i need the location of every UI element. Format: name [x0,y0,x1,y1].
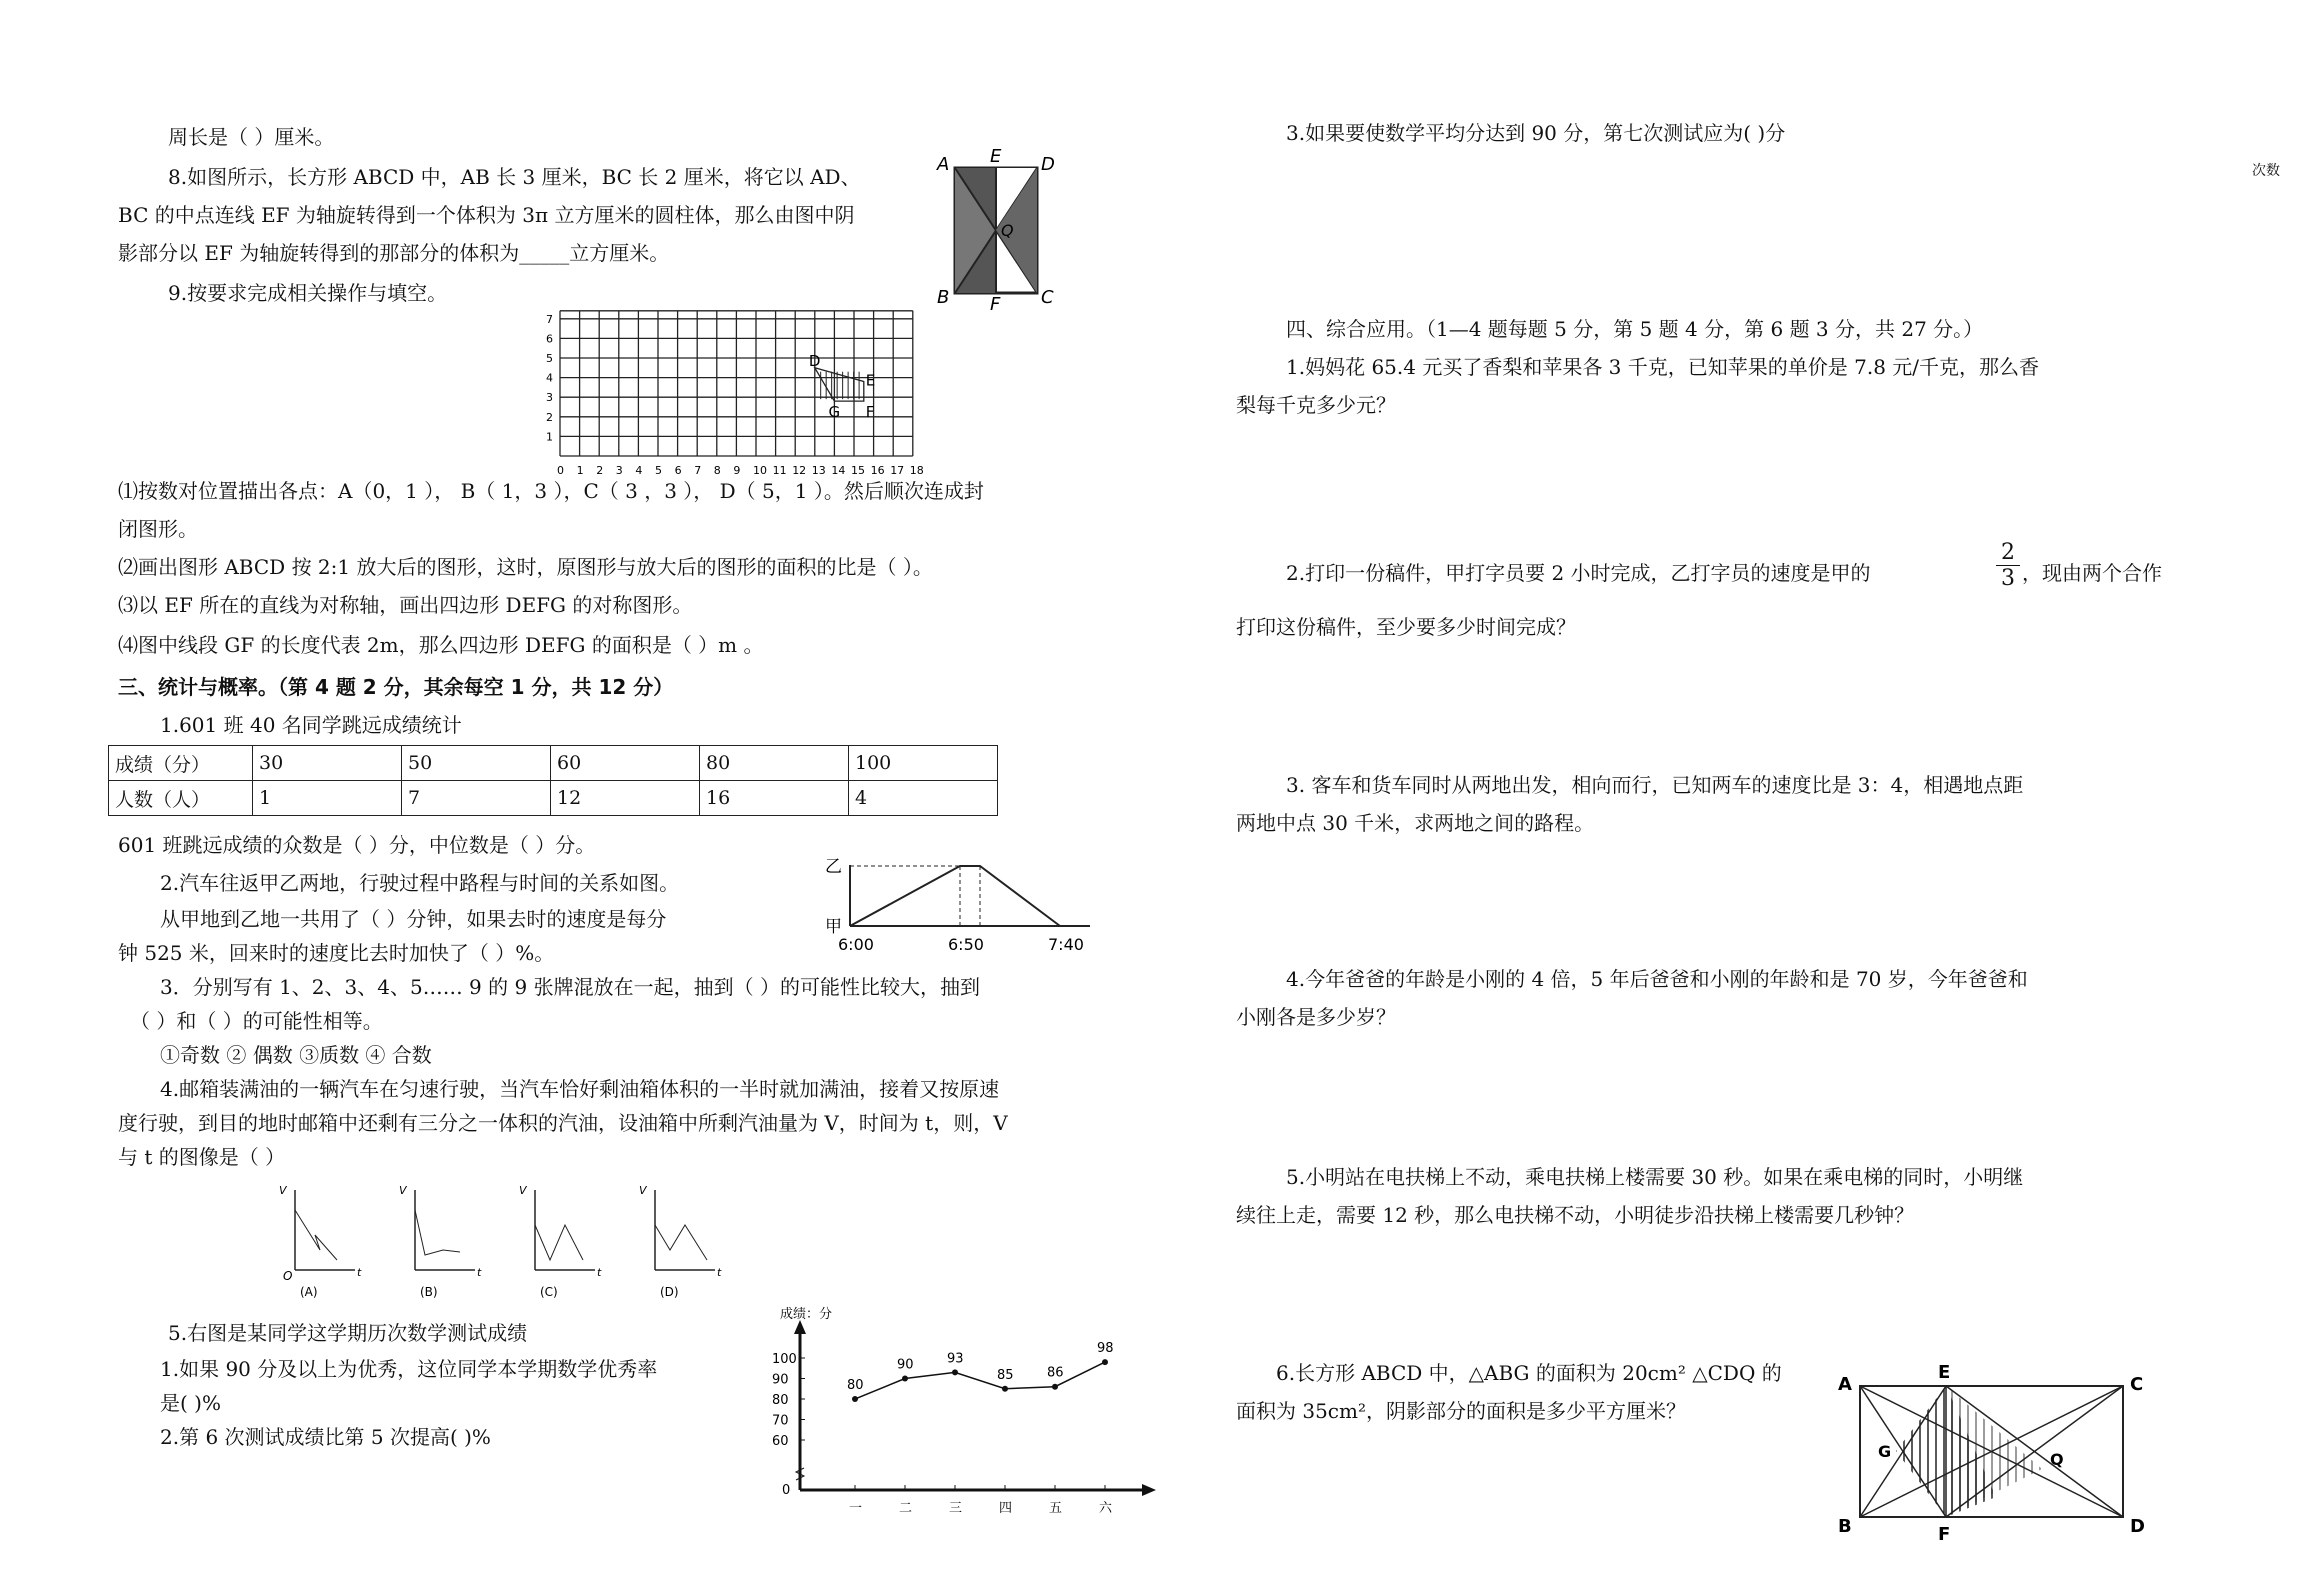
grid-x-tick: 14 [831,464,846,477]
grid-x-tick: 10 [753,464,767,477]
vt-graph-b [399,1184,482,1299]
label-D: D [1041,154,1055,175]
table-cell: 60 [551,746,700,781]
y-tick: 80 [772,1393,789,1408]
table-cell: 80 [700,746,849,781]
cards-line1: 3．分别写有 1、2、3、4、5…… 9 的 9 张牌混放在一起，抽到（ ）的可能性比较大，抽到 [160,975,980,999]
score-line-chart [760,1307,1180,1516]
score-data-label: 93 [947,1351,964,1367]
y-tick: 60 [772,1434,789,1449]
scores-q2: 2.第 6 次测试成绩比第 5 次提高( )% [160,1425,491,1449]
vt-graph-d [639,1184,722,1299]
trip-graph [820,850,1100,960]
option-a-label: (A) [300,1285,318,1299]
section-3-heading: 三、统计与概率。（第 4 题 2 分，其余每空 1 分，共 12 分） [118,675,674,699]
point-f: F [865,402,875,421]
vt-graph-a [279,1184,362,1299]
score-data-label: 86 [1047,1365,1064,1381]
table-cell: 50 [402,746,551,781]
q8-line1: 8.如图所示，长方形 ABCD 中，AB 长 3 厘米，BC 长 2 厘米，将它以 AD、 [168,165,861,189]
fuel-line2: 度行驶，到目的地时邮箱中还剩有三分之一体积的汽油，设油箱中所剩汽油量为 V，时间为 t，则，V [118,1111,1008,1135]
grid-y-tick: 5 [546,352,553,365]
stats-caption: 1.601 班 40 名同学跳远成绩统计 [160,713,462,737]
grid-x-tick: 13 [811,464,826,477]
step2-line: ⑵画出图形 ABCD 按 2:1 放大后的图形，这时，原图形与放大后的图形的面积的比是（ ）。 [118,555,933,579]
t-axis-label: t [357,1266,362,1279]
jia-label: 甲 [825,917,842,937]
time-mid: 6:50 [948,935,984,954]
grid-x-tick: 4 [635,464,643,477]
q6-rectangle-figure [1830,1360,2150,1550]
label-A: A [1838,1374,1852,1395]
score-data-label: 85 [997,1367,1014,1383]
label-F: F [990,294,1001,315]
app3-line2: 两地中点 30 千米，求两地之间的路程。 [1236,811,1595,835]
grid-x-tick: 15 [851,464,865,477]
table-cell: 7 [402,781,551,816]
average-question: 3.如果要使数学平均分达到 90 分，第七次测试应为( )分 [1286,121,1786,145]
fraction-numerator: 2 [2001,540,2015,565]
grid-y-tick: 1 [546,430,553,444]
score-point [1102,1359,1108,1365]
time-start: 6:00 [838,935,874,954]
app5-line2: 续往上走，需要 12 秒，那么电扶梯不动，小明徒步沿扶梯上楼需要几秒钟？ [1236,1203,1915,1227]
scores-intro: 5.右图是某同学这学期历次数学测试成绩 [168,1321,528,1345]
table-cell: 30 [253,746,402,781]
chart-xlabel: 次数 [2252,163,2280,179]
v-axis-label: V [279,1184,287,1197]
grid-x-tick: 6 [674,464,682,477]
app1-line1: 1.妈妈花 65.4 元买了香梨和苹果各 3 千克，已知苹果的单价是 7.8 元/千克，那么香 [1286,355,2040,379]
point-d: D [808,351,821,370]
app2-line2: 打印这份稿件，至少要多少时间完成？ [1236,615,1576,639]
mode-median-line: 601 班跳远成绩的众数是（ ）分，中位数是（ ）分。 [118,833,596,857]
grid-x-tick: 5 [655,464,662,477]
table-cell: 100 [849,746,998,781]
grid-x-tick: 18 [909,464,924,477]
grid-y-tick: 2 [546,410,553,424]
app1-line2: 梨每千克多少元？ [1236,393,1396,417]
grid-x-tick: 7 [694,464,702,477]
q8-rectangle-figure [935,146,1065,315]
perimeter-line: 周长是（ ）厘米。 [168,125,335,149]
x-tick-label: 五 [1049,1501,1063,1516]
x-tick-label: 一 [849,1501,863,1516]
section-4-heading: 四、综合应用。（1—4 题每题 5 分，第 5 题 4 分，第 6 题 3 分，共 27 分。） [1286,317,1984,341]
quadrilateral-defg [815,368,864,401]
grid-x-tick: 11 [772,464,787,477]
fraction-two-thirds [1996,540,2020,591]
q8-line2: BC 的中点连线 EF 为轴旋转得到一个体积为 3π 立方厘米的圆柱体，那么由图中阴 [118,203,855,227]
y-tick: 100 [772,1352,797,1367]
axis-break [796,1468,804,1480]
trip-line1: 2.汽车往返甲乙两地，行驶过程中路程与时间的关系如图。 [160,871,680,895]
q8-line3: 影部分以 EF 为轴旋转得到的那部分的体积为_____立方厘米。 [118,241,670,265]
table-cell: 16 [700,781,849,816]
label-C: C [2130,1374,2144,1395]
score-point [852,1396,858,1402]
grid-y-tick: 4 [546,371,553,385]
fraction-denominator: 3 [1996,565,2020,591]
grid-x-tick: 16 [870,464,885,477]
step3-line: ⑶以 EF 所在的直线为对称轴，画出四边形 DEFG 的对称图形。 [118,593,693,617]
step1-line2: 闭图形。 [118,517,198,541]
v-axis-label: V [399,1184,407,1197]
label-C: C [1041,287,1054,308]
score-point [1052,1384,1058,1390]
time-end: 7:40 [1048,935,1084,954]
cards-line2: （ ）和（ ）的可能性相等。 [130,1009,383,1033]
label-Q: Q [2050,1450,2064,1469]
label-G: G [1878,1442,1892,1461]
label-A: A [937,154,950,175]
v-axis-label: V [639,1184,647,1197]
grid-x-tick: 9 [733,464,741,477]
app4-line2: 小刚各是多少岁？ [1236,1005,1396,1029]
t-axis-label: t [717,1266,722,1279]
table-row [109,746,998,781]
score-point [1002,1386,1008,1392]
grid-y-tick: 3 [546,391,553,405]
q9-line: 9.按要求完成相关操作与填空。 [168,281,448,305]
x-tick-label: 六 [1099,1501,1113,1516]
label-F: F [1938,1524,1951,1545]
y-tick: 70 [772,1413,789,1429]
point-e: E [865,371,876,390]
step1-line: ⑴按数对位置描出各点：A（0，1 ）， B（ 1，3 ），C（ 3 ，3 ）， D（ 5，1 ）。然后顺次连成封 [118,479,984,503]
point-g: G [828,402,841,421]
grid-x-tick: 8 [713,464,721,477]
score-data-label: 98 [1097,1341,1114,1357]
trip-line3: 钟 525 米，回来时的速度比去时加快了（ ）%。 [118,941,555,965]
score-point [952,1369,958,1375]
grid-x-tick: 12 [792,464,807,477]
x-axis-arrow [1142,1484,1156,1496]
option-b-label: (B) [420,1285,438,1299]
step4-line: ⑷图中线段 GF 的长度代表 2m，那么四边形 DEFG 的面积是（ ）m 。 [118,633,764,657]
table-cell: 1 [253,781,402,816]
grid-x-tick: 2 [596,464,604,477]
y-axis-arrow [794,1320,806,1334]
coordinate-grid [540,296,940,476]
label-E: E [1938,1362,1951,1383]
grid-x-tick: 17 [890,464,905,477]
yi-label: 乙 [825,857,842,877]
x-tick-label: 二 [899,1501,913,1516]
t-axis-label: t [597,1266,602,1279]
score-point [902,1376,908,1382]
score-series-line [855,1362,1105,1399]
grid-x-tick: 0 [557,464,564,477]
v-axis-label: V [519,1184,527,1197]
vt-graphs [275,1180,775,1300]
grid-y-tick: 6 [546,332,553,346]
table-cell: 12 [551,781,700,816]
scores-q1b: 是( )% [160,1391,221,1415]
app3-line1: 3. 客车和货车同时从两地出发，相向而行，已知两车的速度比是 3：4，相遇地点距 [1286,773,2024,797]
label-E: E [990,146,1002,167]
scores-q1: 1.如果 90 分及以上为优秀，这位同学本学期数学优秀率 [160,1357,658,1381]
app2-line1: 2.打印一份稿件，甲打字员要 2 小时完成，乙打字员的速度是甲的 [1286,561,1871,585]
label-B: B [1838,1516,1852,1537]
x-tick-label: 四 [999,1501,1013,1516]
table-cell: 人数（人） [109,781,253,816]
origin-label: O [283,1269,293,1283]
label-D: D [2130,1516,2145,1537]
option-c-label: (C) [540,1285,558,1299]
chart-ylabel: 成绩：分 [780,1307,833,1322]
fuel-line1: 4.邮箱装满油的一辆汽车在匀速行驶，当汽车恰好剩油箱体积的一半时就加满油，接着又按原速 [160,1077,1000,1101]
grid-x-tick: 1 [576,464,584,477]
y-tick: 90 [772,1372,789,1388]
vt-graph-c [519,1184,602,1299]
fuel-line3: 与 t 的图像是（ ） [118,1145,286,1169]
label-Q: Q [1001,221,1014,240]
score-data-label: 80 [847,1378,864,1393]
app5-line1: 5.小明站在电扶梯上不动，乘电扶梯上楼需要 30 秒。如果在乘电梯的同时，小明继 [1286,1165,2024,1189]
app6-line1: 6.长方形 ABCD 中，△ABG 的面积为 20cm² △CDQ 的 [1276,1361,1782,1385]
app6-line2: 面积为 35cm²，阴影部分的面积是多少平方厘米？ [1236,1399,1686,1423]
trip-line2: 从甲地到乙地一共用了（ ）分钟，如果去时的速度是每分 [160,907,667,931]
table-row [109,781,998,816]
label-B: B [937,287,950,308]
grid-y-tick: 7 [546,312,553,326]
score-table [108,745,998,816]
grid-x-tick: 3 [615,464,623,477]
table-cell: 4 [849,781,998,816]
score-data-label: 90 [897,1357,914,1373]
x-tick-label: 三 [949,1501,963,1516]
app2-line1-end: ，现由两个合作 [2022,561,2162,585]
table-cell: 成绩（分） [109,746,253,781]
y-tick: 0 [782,1483,791,1498]
option-d-label: (D) [660,1285,679,1299]
t-axis-label: t [477,1266,482,1279]
cards-options: ①奇数 ② 偶数 ③质数 ④ 合数 [160,1043,432,1067]
app4-line1: 4.今年爸爸的年龄是小刚的 4 倍，5 年后爸爸和小刚的年龄和是 70 岁，今年爸爸和 [1286,967,2028,991]
